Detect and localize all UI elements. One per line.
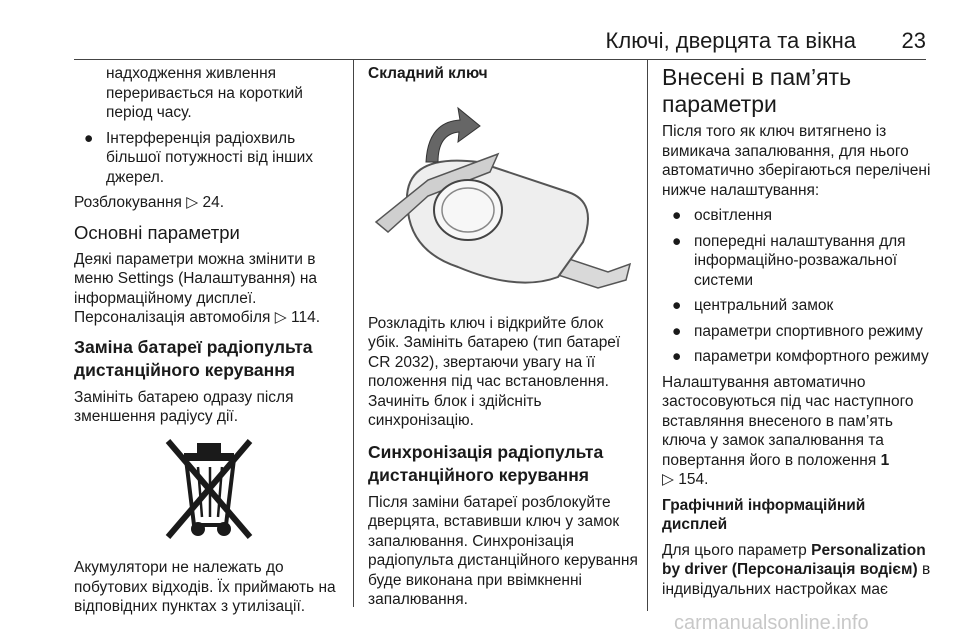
graphic-display-heading: Графічний інформаційний дисплей	[662, 496, 866, 533]
folding-key-text: Розкладіть ключ і відкрийте блок убік. Замініть батарею (тип батареї CR 2032), звертаючи увагу на її положення під час встановлення. Зачиніть блок і здійсніть синхронізацію.	[368, 314, 621, 429]
reference-page: 154.	[678, 471, 709, 488]
setting-name: Personalization by driver (Персоналізація водієм)	[662, 541, 926, 578]
unlock-reference	[74, 193, 344, 213]
list-item-text: параметри спортивного режиму	[694, 322, 923, 340]
key-battery-image	[368, 92, 636, 304]
graphic-text-start: Для цього параметр	[662, 541, 807, 559]
personalization-reference	[74, 308, 344, 328]
auto-apply-sentence: Налаштування автоматично застосовуються під час наступного вставляння внесеного в пам’ять ключа у замок запалювання та повертання його в положення	[662, 373, 914, 469]
key-battery-illustration	[368, 92, 636, 304]
disposal-text: Акумулятори не належать до побутових відходів. Їх приймають на відповідних пунктах з утилізації.	[74, 559, 336, 615]
sync-text: Після заміни батареї розблокуйте дверцята, вставивши ключ у замок запалювання. Синхронізація радіопульта дистанційного керування буде виконана при ввімкненні запалювання.	[368, 493, 638, 608]
ref-arrow-icon: ▷	[274, 309, 287, 326]
list-item-text: параметри комфортного режиму	[694, 348, 929, 365]
battery-heading: Заміна батареї радіопульта дистанційного керування	[74, 336, 313, 380]
sync-heading: Синхронізація радіопульта дистанційного керування	[368, 441, 604, 485]
column-divider-1	[353, 59, 354, 607]
page-header	[74, 28, 926, 60]
column-1	[74, 64, 344, 623]
continued-text: надходження живлення переривається на короткий період часу.	[106, 65, 303, 121]
reference-link[interactable]	[275, 309, 320, 326]
graphic-display-text	[662, 541, 932, 600]
list-item-text: освітлення	[694, 207, 772, 224]
crossed-bin-image	[74, 433, 344, 551]
battery-text: Замініть батарею одразу після зменшення радіусу дії.	[74, 388, 294, 425]
column-2	[368, 64, 638, 616]
bullet-icon: ●	[84, 129, 94, 147]
ignition-position: 1	[880, 451, 890, 469]
bullet-icon: ●	[672, 322, 682, 340]
bullet-icon: ●	[672, 297, 682, 314]
list-item	[662, 232, 932, 291]
list-item	[74, 129, 344, 188]
list-item	[662, 206, 932, 226]
crossed-wheelie-bin-icon	[154, 433, 264, 545]
ref-arrow-icon: ▷	[662, 471, 674, 488]
bullet-text: Інтерференція радіохвиль більшої потужності від інших джерел.	[106, 129, 314, 186]
list-item	[662, 296, 932, 316]
column-3	[662, 64, 932, 605]
bullet-icon: ●	[672, 348, 682, 365]
graphic-text-end: в індивідуальних настройках має	[662, 561, 931, 598]
list-item-text: попередні налаштування для інформаційно-розважальної системи	[694, 232, 906, 289]
bullet-icon: ●	[672, 232, 682, 250]
reference-link[interactable]	[662, 471, 708, 488]
reference-page: 24.	[202, 194, 225, 211]
page-number: 23	[901, 28, 926, 53]
ref-arrow-icon: ▷	[186, 194, 199, 211]
auto-apply-text	[662, 373, 932, 490]
reference-page: 114.	[290, 309, 321, 326]
basic-params-heading: Основні параметри	[74, 221, 240, 243]
list-item	[662, 322, 932, 342]
stored-settings-text: Після того як ключ витягнено із вимикача запалювання, для нього автоматично зберігаються перелічені нижче налаштування:	[662, 123, 931, 199]
basic-params-text: Деякі параметри можна змінити в меню Settings (Налаштування) на інформаційному дисплеї.	[74, 250, 318, 307]
reference-label: Персоналізація автомобіля	[74, 309, 271, 326]
stored-settings-heading: Внесені в пам’ять параметри	[662, 64, 852, 117]
reference-link[interactable]	[186, 194, 224, 211]
chapter-title: Ключі, дверцята та вікна	[605, 28, 856, 53]
column-divider-2	[647, 59, 648, 611]
watermark: carmanualsonline.info	[674, 612, 869, 634]
list-item-text: центральний замок	[694, 297, 834, 314]
stored-settings-list	[662, 206, 932, 367]
list-item	[662, 347, 932, 367]
reference-label: Розблокування	[74, 194, 182, 211]
folding-key-heading: Складний ключ	[368, 65, 488, 82]
header-rule	[74, 59, 926, 60]
bullet-icon: ●	[672, 207, 682, 224]
